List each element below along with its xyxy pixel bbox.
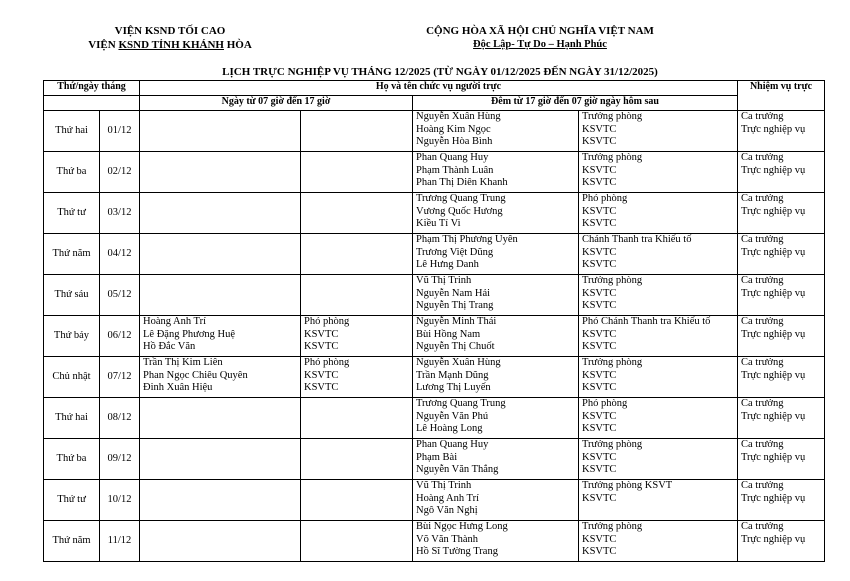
night-shift-names-line: Nguyễn Văn Phú [416, 410, 489, 422]
table-row [44, 357, 825, 398]
duty-tasks-line: Trực nghiệp vụ [741, 246, 806, 258]
duty-tasks-line: Trực nghiệp vụ [741, 164, 806, 176]
night-shift-names [413, 193, 579, 234]
night-shift-names-line: Phạm Bài [416, 451, 458, 463]
day-shift-roles [301, 152, 413, 193]
night-shift-names-line: Vũ Thị Trinh [416, 275, 472, 286]
duty-tasks-line: Trực nghiệp vụ [741, 369, 806, 381]
day-shift-names-line: Đinh Xuân Hiệu [143, 382, 213, 393]
schedule-date: 10/12 [100, 480, 140, 521]
night-shift-names-line: Phan Quang Huy [416, 439, 489, 450]
night-shift-roles [579, 521, 738, 562]
day-shift-names [140, 111, 301, 152]
duty-tasks [738, 234, 825, 275]
schedule-day: Thứ sáu [44, 275, 100, 316]
night-shift-names-line: Nguyễn Xuân Hùng [416, 357, 501, 368]
duty-tasks-line: Trực nghiệp vụ [741, 533, 806, 545]
duty-tasks-line: Trực nghiệp vụ [741, 205, 806, 217]
duty-tasks-line: Ca trưởng [741, 193, 784, 204]
schedule-day: Thứ bảy [44, 316, 100, 357]
night-shift-roles-line: KSVTC [582, 177, 617, 188]
national-header [390, 24, 690, 52]
duty-tasks [738, 152, 825, 193]
table-row [44, 439, 825, 480]
night-shift-roles-line: KSVTC [582, 246, 617, 258]
day-shift-names [140, 275, 301, 316]
schedule-rows [44, 111, 825, 562]
night-shift-roles-line: Phó phòng [582, 193, 628, 204]
duty-tasks-line: Ca trưởng [741, 398, 784, 409]
day-shift-roles [301, 234, 413, 275]
day-shift-names [140, 152, 301, 193]
schedule-day: Thứ hai [44, 111, 100, 152]
night-shift-names-line: Phan Thị Diên Khanh [416, 177, 508, 188]
table-row [44, 234, 825, 275]
day-shift-roles [301, 439, 413, 480]
duty-tasks-line: Ca trưởng [741, 357, 784, 368]
night-shift-names-line: Nguyễn Hòa Bình [416, 136, 493, 147]
duty-tasks [738, 316, 825, 357]
night-shift-names-line: Võ Văn Thành [416, 533, 479, 545]
night-shift-roles-line: Trưởng phòng [582, 439, 643, 450]
night-shift-names-line: Nguyễn Minh Thái [416, 316, 497, 327]
night-shift-names-line: Trương Việt Dũng [416, 246, 494, 258]
table-row [44, 398, 825, 439]
schedule-day: Thứ ba [44, 152, 100, 193]
day-shift-names [140, 521, 301, 562]
night-shift-roles-line: Trưởng phòng KSVT [582, 480, 673, 491]
night-shift-roles-line: KSVTC [582, 382, 617, 393]
night-shift-roles-line: KSVTC [582, 410, 617, 422]
night-shift-roles [579, 316, 738, 357]
schedule-date: 09/12 [100, 439, 140, 480]
night-shift-names-line: Phạm Thị Phương Uyên [416, 234, 518, 245]
night-shift-roles-line: KSVTC [582, 136, 617, 147]
day-shift-names [140, 439, 301, 480]
duty-tasks-line: Ca trưởng [741, 275, 784, 286]
night-shift-roles-line: Trưởng phòng [582, 357, 643, 368]
col-duty: Nhiệm vụ trực [738, 81, 825, 111]
table-row [44, 193, 825, 234]
duty-tasks-line: Ca trưởng [741, 521, 784, 532]
day-shift-roles [301, 275, 413, 316]
duty-tasks [738, 439, 825, 480]
night-shift-names [413, 521, 579, 562]
night-shift-names-line: Hoàng Kim Ngọc [416, 123, 491, 135]
schedule-date: 05/12 [100, 275, 140, 316]
night-shift-names-line: Nguyễn Nam Hải [416, 287, 491, 299]
document-title: LỊCH TRỰC NGHIỆP VỤ THÁNG 12/2025 (TỪ NGÀY 01/12/2025 ĐẾN NGÀY 31/12/2025) [222, 66, 658, 78]
night-shift-names-line: Vương Quốc Hương [416, 205, 503, 217]
day-shift-names-line: Lê Đặng Phương Huệ [143, 328, 236, 340]
day-shift-roles-line: KSVTC [304, 328, 339, 340]
night-shift-roles-line: KSVTC [582, 205, 617, 217]
night-shift-names-line: Phan Quang Huy [416, 152, 489, 163]
night-shift-names [413, 234, 579, 275]
day-shift-names-line: Hoàng Anh Trí [143, 316, 207, 327]
night-shift-names-line: Kiều Tí Vi [416, 218, 461, 229]
night-shift-names-line: Hồ Sĩ Tường Trang [416, 546, 498, 557]
night-shift-roles-line: KSVTC [582, 300, 617, 311]
night-shift-names-line: Nguyễn Xuân Hùng [416, 111, 501, 122]
schedule-day: Chủ nhật [44, 357, 100, 398]
day-shift-names [140, 316, 301, 357]
night-shift-names [413, 439, 579, 480]
night-shift-roles-line: KSVTC [582, 218, 617, 229]
night-shift-names [413, 275, 579, 316]
day-shift-names [140, 357, 301, 398]
night-shift-names-line: Trần Mạnh Dũng [416, 369, 489, 381]
night-shift-roles [579, 152, 738, 193]
agency-header [70, 24, 270, 52]
schedule-day: Thứ tư [44, 193, 100, 234]
night-shift-names-line: Bùi Ngọc Hưng Long [416, 521, 508, 532]
duty-tasks-line: Ca trưởng [741, 480, 784, 491]
schedule-date: 08/12 [100, 398, 140, 439]
night-shift-roles-line: KSVTC [582, 259, 617, 270]
night-shift-roles [579, 275, 738, 316]
schedule-date: 04/12 [100, 234, 140, 275]
schedule-day: Thứ tư [44, 480, 100, 521]
day-shift-roles [301, 193, 413, 234]
schedule-date: 01/12 [100, 111, 140, 152]
duty-schedule-table [43, 80, 825, 562]
night-shift-roles [579, 398, 738, 439]
night-shift-roles-line: KSVTC [582, 451, 617, 463]
schedule-day: Thứ năm [44, 521, 100, 562]
duty-tasks [738, 193, 825, 234]
duty-tasks [738, 357, 825, 398]
night-shift-names-line: Lê Hưng Danh [416, 259, 479, 270]
night-shift-names [413, 152, 579, 193]
day-shift-roles-line: KSVTC [304, 369, 339, 381]
col-day-date: Thứ/ngày tháng [44, 81, 140, 96]
night-shift-names-line: Nguyễn Thị Chuốt [416, 341, 495, 352]
night-shift-roles-line: KSVTC [582, 464, 617, 475]
table-row [44, 521, 825, 562]
night-shift-names-line: Hoàng Anh Trí [416, 492, 480, 504]
night-shift-roles-line: KSVTC [582, 423, 617, 434]
schedule-date: 02/12 [100, 152, 140, 193]
night-shift-names [413, 480, 579, 521]
schedule-day: Thứ hai [44, 398, 100, 439]
night-shift-roles-line: KSVTC [582, 533, 617, 545]
table-row [44, 480, 825, 521]
night-shift-roles-line: Phó Chánh Thanh tra Khiếu tố [582, 316, 711, 327]
day-shift-roles [301, 480, 413, 521]
duty-tasks-line: Trực nghiệp vụ [741, 410, 806, 422]
duty-tasks-line: Ca trưởng [741, 316, 784, 327]
night-shift-names-line: Ngô Văn Nghị [416, 505, 478, 516]
day-shift-names [140, 193, 301, 234]
night-shift-roles [579, 439, 738, 480]
duty-tasks-line: Ca trưởng [741, 152, 784, 163]
day-shift-roles-line: KSVTC [304, 341, 339, 352]
night-shift-roles-line: KSVTC [582, 328, 617, 340]
duty-tasks [738, 521, 825, 562]
duty-tasks-line: Trực nghiệp vụ [741, 287, 806, 299]
night-shift-roles-line: Phó phòng [582, 398, 628, 409]
day-shift-names-line: Trần Thị Kim Liên [143, 357, 223, 368]
night-shift-names-line: Trương Quang Trung [416, 398, 506, 409]
day-shift-names-line: Phan Ngọc Chiêu Quyên [143, 369, 248, 381]
schedule-date: 06/12 [100, 316, 140, 357]
table-row [44, 275, 825, 316]
night-shift-names-line: Vũ Thị Trinh [416, 480, 472, 491]
night-shift-roles [579, 234, 738, 275]
night-shift-names-line: Lương Thị Luyến [416, 382, 491, 393]
night-shift-names [413, 357, 579, 398]
col-day-date-sub [44, 96, 140, 111]
duty-tasks [738, 398, 825, 439]
night-shift-names-line: Nguyễn Văn Thắng [416, 464, 499, 475]
night-shift-roles-line: KSVTC [582, 546, 617, 557]
schedule-date: 11/12 [100, 521, 140, 562]
day-shift-roles [301, 357, 413, 398]
duty-tasks-line: Ca trưởng [741, 111, 784, 122]
day-shift-roles-line: KSVTC [304, 382, 339, 393]
table-row [44, 316, 825, 357]
night-shift-roles-line: KSVTC [582, 492, 617, 504]
night-shift-roles-line: KSVTC [582, 123, 617, 135]
national-title: CỘNG HÒA XÃ HỘI CHỦ NGHĨA VIỆT NAM [426, 25, 654, 37]
national-motto: Độc Lập- Tự Do – Hạnh Phúc [473, 39, 607, 50]
night-shift-roles-line: Chánh Thanh tra Khiếu tố [582, 234, 692, 245]
day-shift-names [140, 480, 301, 521]
night-shift-names [413, 316, 579, 357]
day-shift-names [140, 234, 301, 275]
day-shift-roles [301, 111, 413, 152]
night-shift-roles-line: KSVTC [582, 369, 617, 381]
duty-tasks-line: Ca trưởng [741, 439, 784, 450]
night-shift-roles-line: KSVTC [582, 341, 617, 352]
night-shift-names-line: Bùi Hồng Nam [416, 328, 481, 340]
duty-tasks-line: Trực nghiệp vụ [741, 328, 806, 340]
day-shift-roles-line: Phó phòng [304, 316, 350, 327]
duty-tasks [738, 111, 825, 152]
night-shift-roles [579, 480, 738, 521]
agency-name: VIỆN KSND TỈNH KHÁNH HÒA [88, 39, 252, 51]
duty-tasks-line: Trực nghiệp vụ [741, 451, 806, 463]
day-shift-roles [301, 398, 413, 439]
night-shift-roles [579, 111, 738, 152]
night-shift-roles-line: Trưởng phòng [582, 111, 643, 122]
agency-parent: VIỆN KSND TỐI CAO [114, 25, 226, 37]
night-shift-names [413, 111, 579, 152]
night-shift-names-line: Trương Quang Trung [416, 193, 506, 204]
night-shift-roles-line: Trưởng phòng [582, 521, 643, 532]
schedule-day: Thứ ba [44, 439, 100, 480]
table-row [44, 152, 825, 193]
night-shift-roles-line: Trưởng phòng [582, 275, 643, 286]
night-shift-roles [579, 357, 738, 398]
table-row [44, 111, 825, 152]
day-shift-roles-line: Phó phòng [304, 357, 350, 368]
night-shift-roles-line: Trưởng phòng [582, 152, 643, 163]
day-shift-names-line: Hồ Đắc Văn [143, 341, 196, 352]
col-names-group: Họ và tên chức vụ người trực [140, 81, 738, 96]
night-shift-roles-line: KSVTC [582, 287, 617, 299]
day-shift-roles [301, 316, 413, 357]
duty-tasks-line: Ca trưởng [741, 234, 784, 245]
duty-tasks [738, 480, 825, 521]
col-day-shift: Ngày từ 07 giờ đến 17 giờ [140, 96, 413, 111]
day-shift-names [140, 398, 301, 439]
night-shift-names-line: Nguyễn Thị Trang [416, 300, 494, 311]
night-shift-names-line: Lê Hoàng Long [416, 423, 483, 434]
night-shift-roles-line: KSVTC [582, 164, 617, 176]
schedule-date: 07/12 [100, 357, 140, 398]
duty-tasks-line: Trực nghiệp vụ [741, 123, 806, 135]
schedule-day: Thứ năm [44, 234, 100, 275]
col-night-shift: Đêm từ 17 giờ đến 07 giờ ngày hôm sau [413, 96, 738, 111]
schedule-date: 03/12 [100, 193, 140, 234]
night-shift-roles [579, 193, 738, 234]
duty-tasks-line: Trực nghiệp vụ [741, 492, 806, 504]
day-shift-roles [301, 521, 413, 562]
duty-tasks [738, 275, 825, 316]
night-shift-names [413, 398, 579, 439]
night-shift-names-line: Phạm Thành Luân [416, 164, 494, 176]
